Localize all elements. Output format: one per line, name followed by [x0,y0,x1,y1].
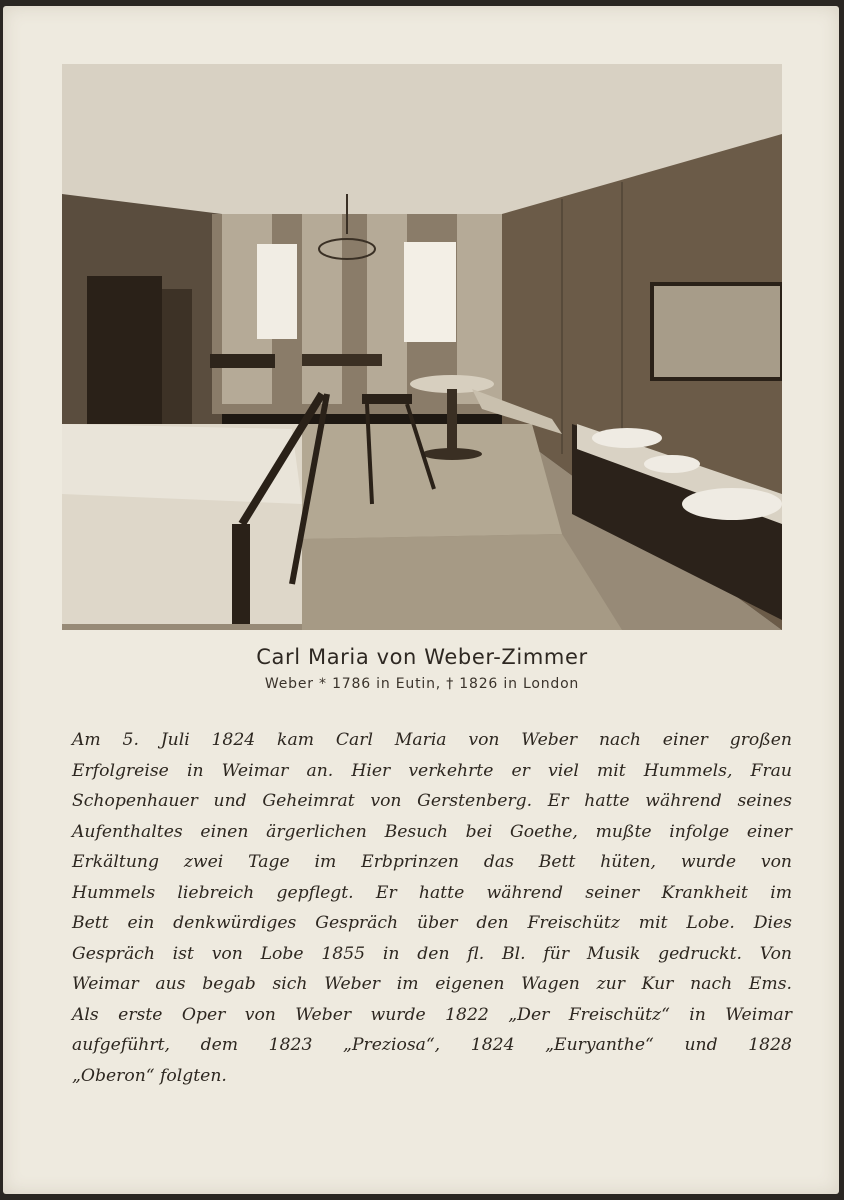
text-line: Weimar aus begab sich Weber im eigenen Wagen zur Kur nach Ems. [72,974,792,994]
description-text [72,725,792,1091]
text-line: Hummels liebreich gepflegt. Er hatte während seiner Krankheit im [72,882,792,903]
text-line: Gespräch ist von Lobe 1855 in den fl. Bl. für Musik gedruckt. Von [72,943,792,964]
text-line: Aufenthaltes einen ärgerlichen Besuch bei Goethe, mußte infolge einer [72,821,792,842]
text-line: Am 5. Juli 1824 kam Carl Maria von Weber nach einer großen [72,730,792,750]
room-photo-image [62,64,782,630]
caption-title: Carl Maria von Weber-Zimmer [256,645,588,669]
text-line: Erfolgreise in Weimar an. Hier verkehrte er viel mit Hummels, Frau [72,760,792,781]
caption-subtitle: Weber * 1786 in Eutin, † 1826 in London [264,676,580,692]
text-line: aufgeführt, dem 1823 „Preziosa“, 1824 „Euryanthe“ und 1828 [72,1035,792,1055]
text-line: „Oberon“ folgten. [72,1065,227,1086]
text-line: Bett ein denkwürdiges Gespräch über den Freischütz mit Lobe. Dies [72,913,792,933]
text-line: Erkältung zwei Tage im Erbprinzen das Bett hüten, wurde von [72,852,792,872]
text-line: Als erste Oper von Weber wurde 1822 „Der Freischütz“ in Weimar [72,1004,792,1025]
text-line: Schopenhauer und Geheimrat von Gerstenberg. Er hatte während seines [72,791,792,811]
room-photo [62,64,782,630]
